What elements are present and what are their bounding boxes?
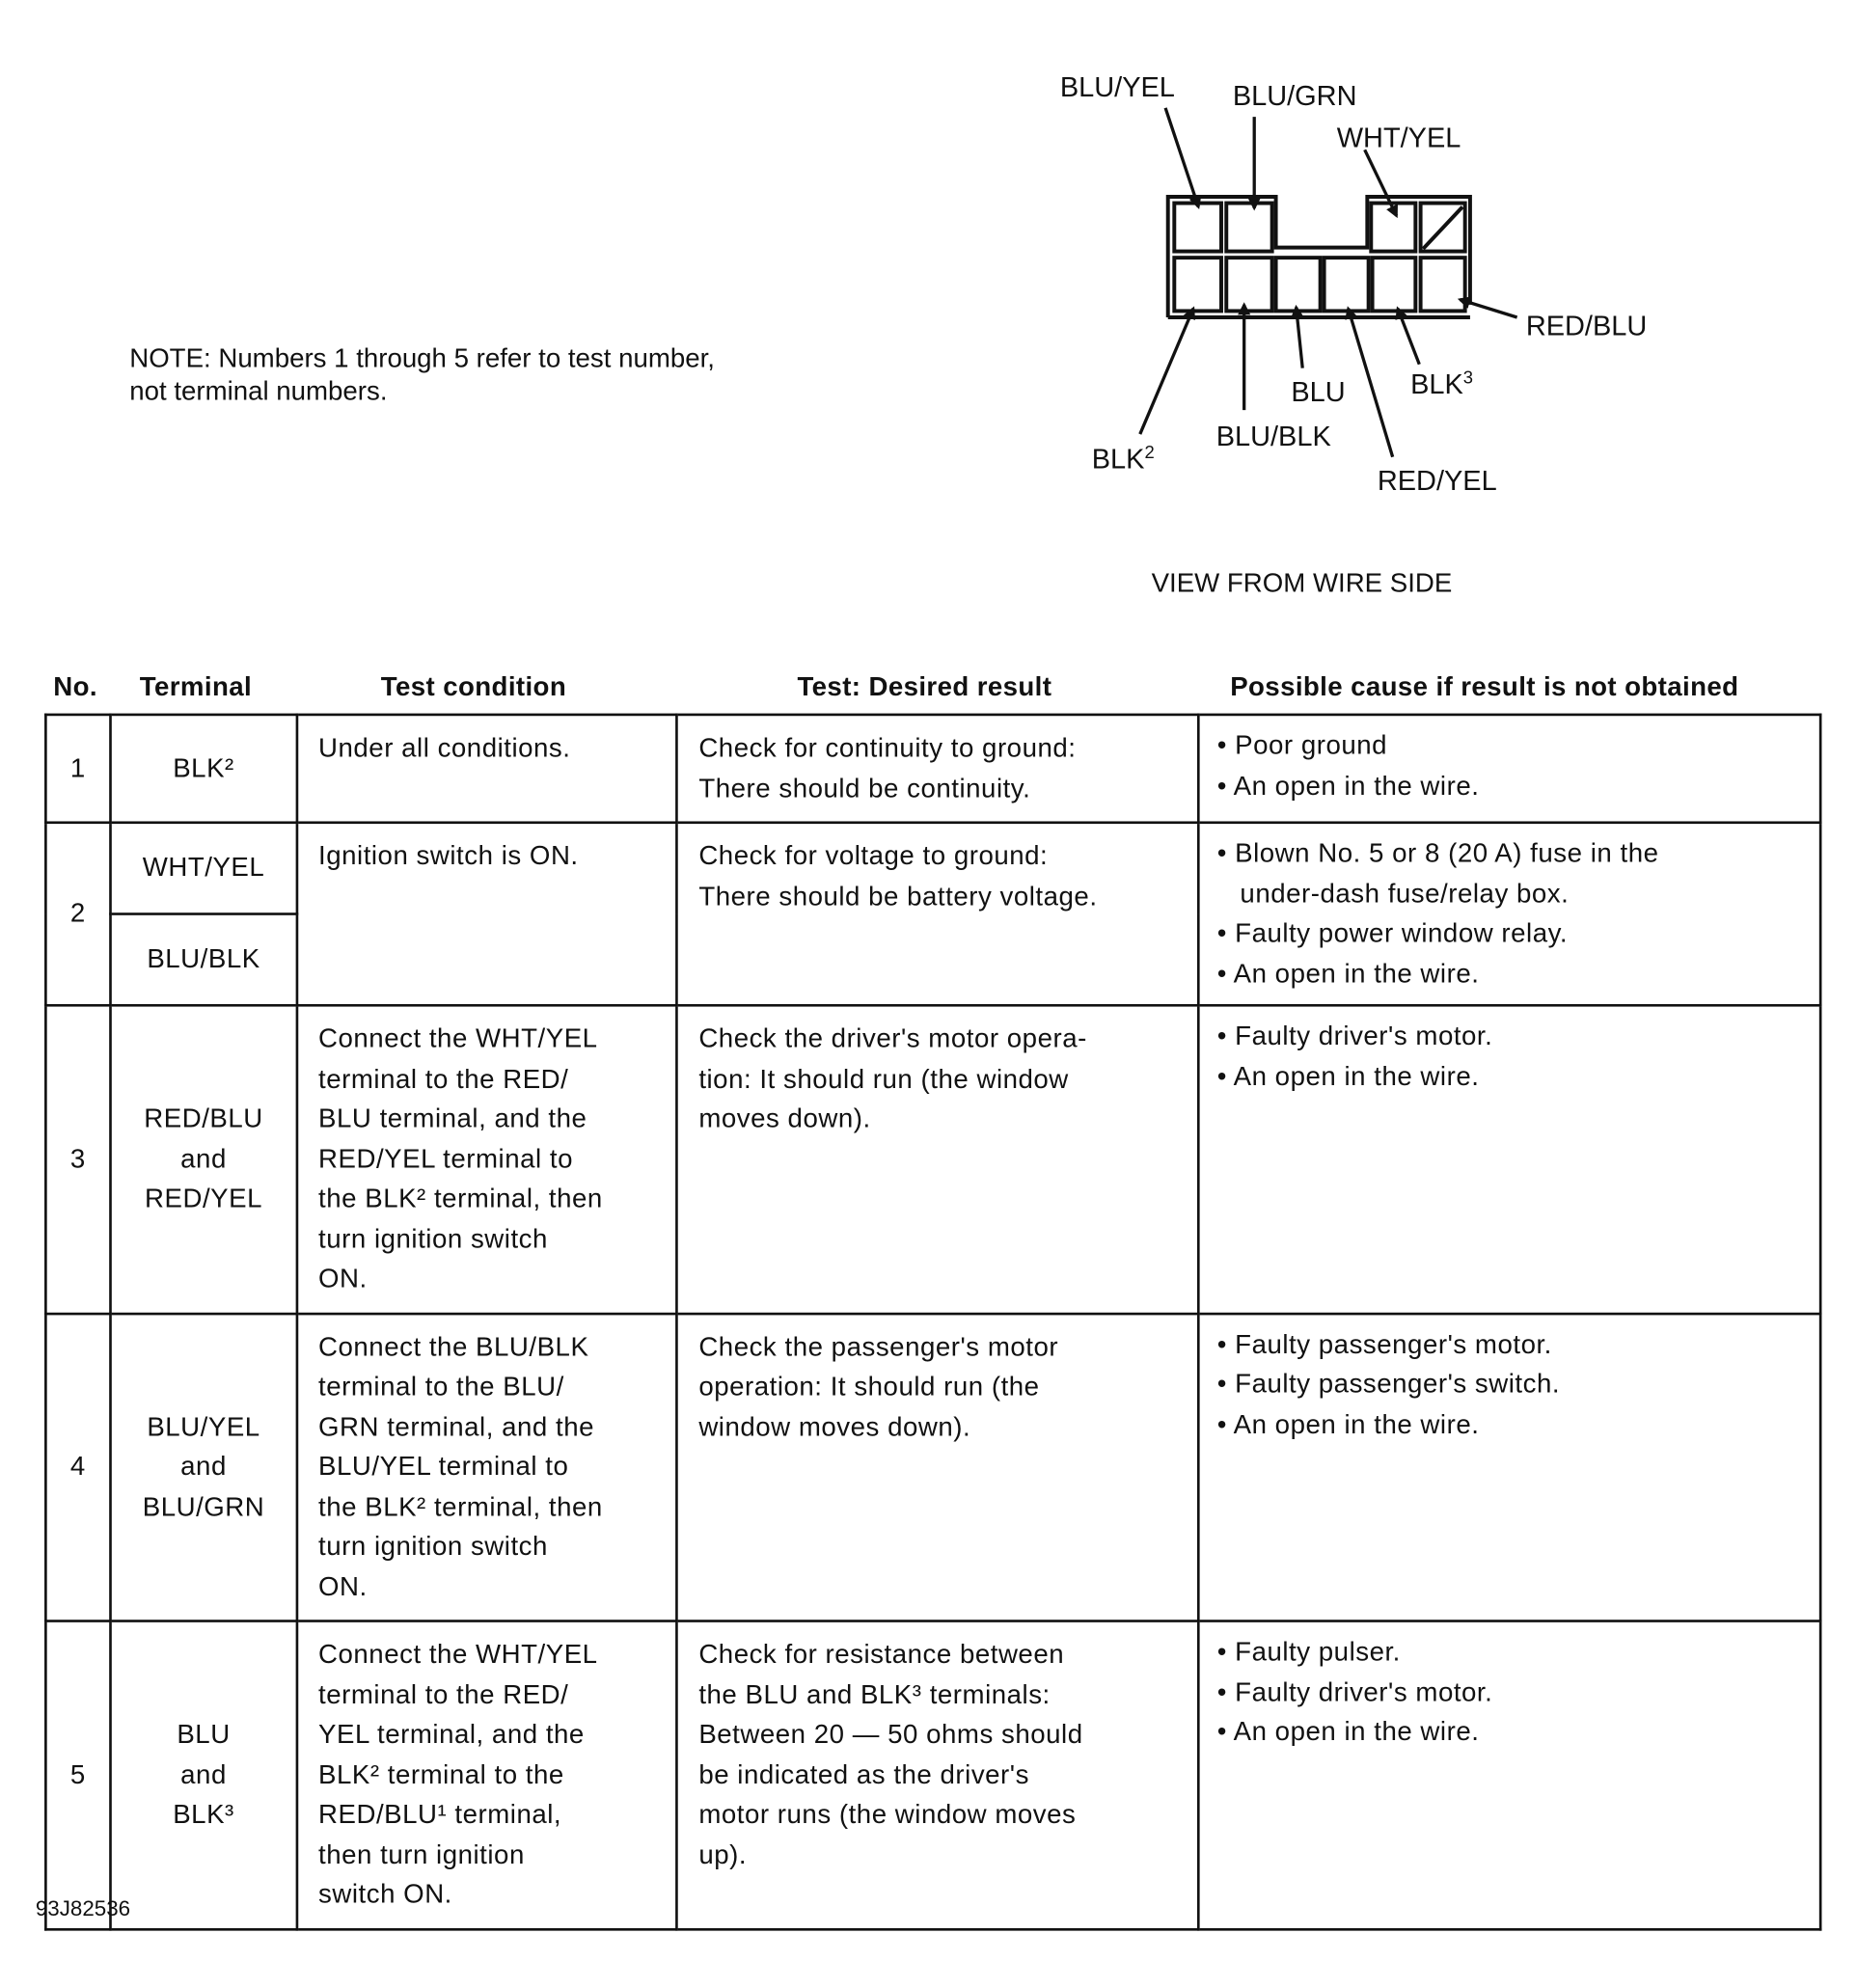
test-condition-cell (297, 1621, 677, 1929)
cause-text: Poor ground (1235, 731, 1388, 761)
test-condition-text: Connect the WHT/YEL terminal to the RED/ YEL terminal, and the BLK² terminal to the RED/BLU¹ terminal, then turn ignition switch ON. (318, 1640, 598, 1910)
row-number-text: 4 (69, 1452, 86, 1482)
test-condition-cell (297, 823, 677, 1006)
terminal-cell (110, 1313, 296, 1620)
cause-text: Faulty passenger's motor. (1235, 1329, 1552, 1359)
row-number-text: 1 (69, 753, 86, 783)
label-blk3: BLK$^3$ (1410, 367, 1474, 400)
cause-text: Faulty driver's motor. (1235, 1021, 1493, 1051)
cause-text: Faulty power window relay. (1235, 918, 1569, 949)
terminal-text: BLU/BLK (147, 944, 260, 974)
cause-item (1217, 1017, 1802, 1056)
label-blu: BLU (1291, 376, 1346, 408)
row-number-text: 5 (69, 1759, 86, 1789)
test-condition-cell (297, 715, 677, 823)
label-blu-grn: BLU/GRN (1232, 81, 1357, 113)
cause-text: Faulty passenger's switch. (1235, 1369, 1561, 1400)
table-row (45, 823, 1820, 914)
bullet-icon: • (1216, 1677, 1236, 1707)
cause-item (1217, 1404, 1802, 1444)
terminal-cell (110, 1005, 296, 1313)
cause-item (1217, 1365, 1802, 1404)
cause-list (1199, 1007, 1819, 1107)
cause-item (1217, 1632, 1802, 1672)
bullet-icon: • (1216, 1061, 1234, 1092)
cause-item (1217, 954, 1802, 994)
test-condition-text: Connect the WHT/YEL terminal to the RED/ BLU terminal, and the RED/YEL terminal to the BLK² terminal, then turn ignition switch ON. (318, 1024, 603, 1294)
bullet-icon: • (1216, 838, 1236, 869)
test-condition-text: Under all conditions. (318, 733, 571, 763)
cause-text: An open in the wire. (1233, 1717, 1480, 1747)
cause-item (1217, 914, 1802, 954)
bullet-icon: • (1216, 1409, 1234, 1439)
cause-text: An open in the wire. (1233, 1061, 1480, 1092)
possible-cause-cell (1198, 715, 1820, 823)
bullet-icon: • (1216, 771, 1234, 801)
terminal-text: BLU and BLK³ (173, 1720, 234, 1830)
possible-cause-cell (1198, 1005, 1820, 1313)
note-text: NOTE: Numbers 1 through 5 refer to test number, not terminal numbers. (129, 343, 715, 407)
desired-result-cell (677, 715, 1198, 823)
possible-cause-cell (1198, 1313, 1820, 1620)
cause-list (1199, 824, 1819, 1004)
test-condition-text: Ignition switch is ON. (318, 841, 579, 871)
cause-item (1217, 834, 1802, 914)
cause-text: Blown No. 5 or 8 (20 A) fuse in the under-dash fuse/relay box. (1235, 838, 1659, 909)
label-blk2: BLK$^2$ (1091, 442, 1155, 476)
table-row (45, 715, 1820, 823)
desired-result-text: Check for continuity to ground: There should be continuity. (698, 733, 1077, 803)
cause-item (1217, 1673, 1802, 1712)
cause-list (1199, 716, 1819, 816)
cause-list (1199, 1315, 1819, 1455)
label-blu-blk: BLU/BLK (1215, 421, 1331, 452)
desired-result-cell (677, 1005, 1198, 1313)
table-row (45, 1005, 1820, 1313)
row-number (45, 1621, 110, 1929)
bullet-icon: • (1216, 1021, 1236, 1051)
cause-text: An open in the wire. (1233, 771, 1480, 801)
cause-text: Faulty driver's motor. (1235, 1677, 1493, 1707)
terminal-cell (110, 823, 296, 914)
connector-housing (1168, 197, 1470, 317)
desired-result-cell (677, 1313, 1198, 1620)
bullet-icon: • (1216, 1637, 1236, 1667)
cause-list (1199, 1622, 1819, 1762)
row-number (45, 1005, 110, 1313)
cause-text: An open in the wire. (1233, 959, 1480, 989)
row-number-text: 3 (69, 1144, 86, 1174)
label-wht-yel: WHT/YEL (1336, 123, 1461, 154)
terminal-cell (110, 715, 296, 823)
possible-cause-cell (1198, 1621, 1820, 1929)
diagram-caption: VIEW FROM WIRE SIDE (1151, 568, 1453, 598)
header-test-condition: Test condition (380, 672, 567, 702)
header-possible-cause: Possible cause if result is not obtained (1230, 672, 1739, 702)
header-desired-result: Test: Desired result (797, 672, 1052, 702)
connector-diagram (0, 0, 1857, 660)
bullet-icon: • (1216, 959, 1234, 989)
row-number (45, 823, 110, 1006)
cause-item (1217, 766, 1802, 805)
possible-cause-cell (1198, 823, 1820, 1006)
desired-result-text: Check the passenger's motor operation: It should run (the window moves down). (698, 1332, 1059, 1442)
label-red-yel: RED/YEL (1377, 465, 1497, 497)
bullet-icon: • (1216, 1329, 1236, 1359)
terminal-text: RED/BLU and RED/YEL (144, 1103, 263, 1214)
table-row (45, 1621, 1820, 1929)
test-table (44, 714, 1821, 1930)
terminal-cell (110, 914, 296, 1006)
terminal-text: WHT/YEL (142, 853, 265, 883)
row-number (45, 715, 110, 823)
cause-item (1217, 1057, 1802, 1097)
cause-text: An open in the wire. (1233, 1409, 1480, 1439)
bullet-icon: • (1216, 1369, 1236, 1400)
test-condition-cell (297, 1005, 677, 1313)
figure-code: 93J82536 (35, 1896, 131, 1921)
row-number-text: 2 (69, 899, 86, 929)
table-row (45, 1313, 1820, 1620)
label-blu-yel: BLU/YEL (1059, 72, 1175, 104)
bullet-icon: • (1216, 1717, 1234, 1747)
row-number (45, 1313, 110, 1620)
label-red-blu: RED/BLU (1525, 311, 1648, 342)
desired-result-cell (677, 823, 1198, 1006)
cause-item (1217, 1324, 1802, 1364)
terminal-cell (110, 1621, 296, 1929)
header-no: No. (53, 672, 97, 702)
cause-text: Faulty pulser. (1235, 1637, 1401, 1667)
test-condition-text: Connect the BLU/BLK terminal to the BLU/ GRN terminal, and the BLU/YEL terminal to the BLK² terminal, then turn ignition switch ON. (318, 1332, 603, 1602)
cause-item (1217, 1712, 1802, 1752)
bullet-icon: • (1216, 918, 1236, 949)
desired-result-cell (677, 1621, 1198, 1929)
terminal-text: BLK² (173, 753, 234, 783)
bullet-icon: • (1216, 731, 1236, 761)
desired-result-text: Check for voltage to ground: There should be battery voltage. (698, 841, 1098, 912)
cause-item (1217, 726, 1802, 766)
test-condition-cell (297, 1313, 677, 1620)
desired-result-text: Check for resistance between the BLU and BLK³ terminals: Between 20 — 50 ohms should be indicated as the driver's motor runs (the window moves up). (698, 1640, 1083, 1869)
terminal-text: BLU/YEL and BLU/GRN (142, 1412, 265, 1522)
desired-result-text: Check the driver's motor opera- tion: It should run (the window moves down). (698, 1024, 1087, 1134)
header-terminal: Terminal (139, 672, 253, 702)
